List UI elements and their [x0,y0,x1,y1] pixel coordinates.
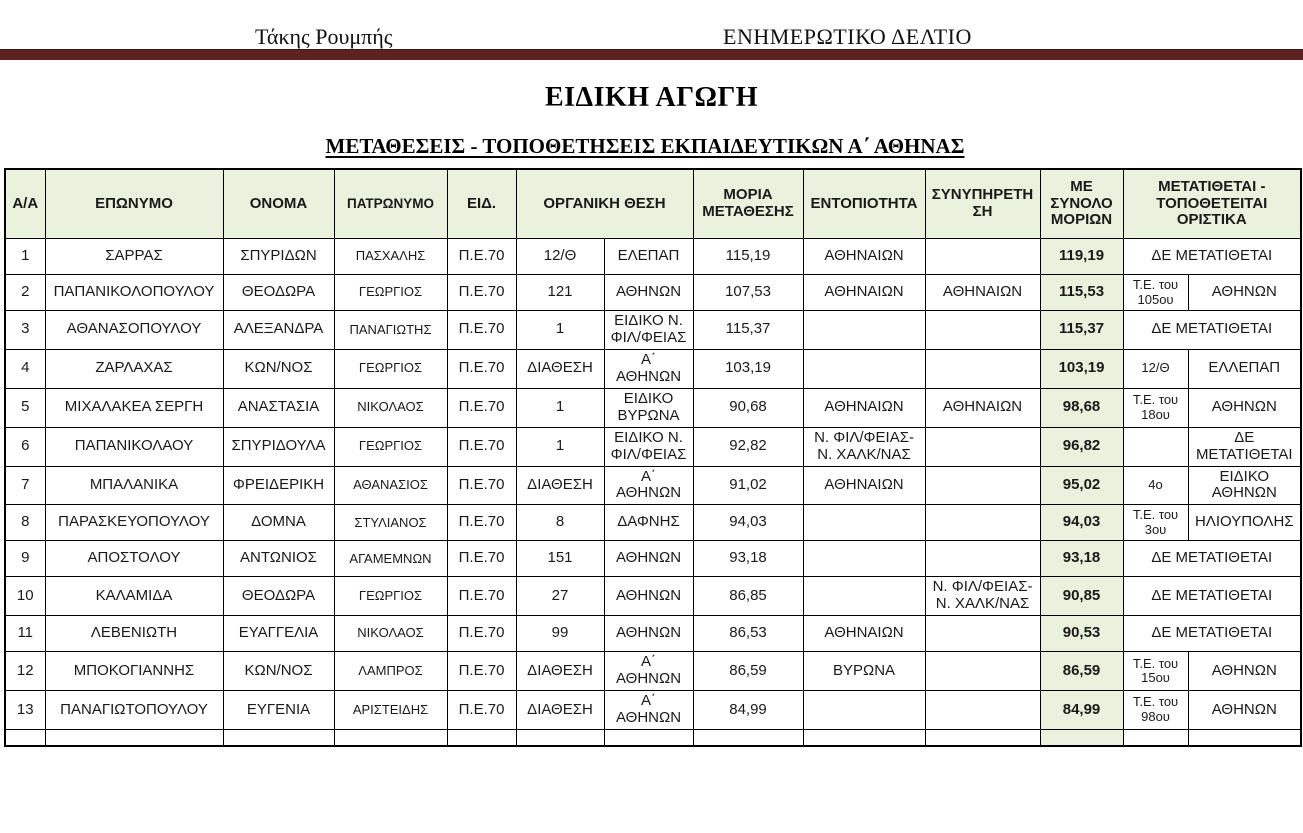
cell-points: 90,68 [693,388,803,427]
cell-coservice [925,616,1040,652]
table-row [5,311,1301,350]
cell-points: 86,85 [693,577,803,616]
cell-name: ΘΕΟΔΩΡΑ [223,275,334,311]
cell-points: 86,53 [693,616,803,652]
cell-locality [803,505,925,541]
accent-rule [0,49,1303,60]
cell-name: ΑΝΑΣΤΑΣΙΑ [223,388,334,427]
cell-dest_name: ΕΙΔΙΚΟ ΑΘΗΝΩΝ [1188,466,1301,505]
cell-name: ΘΕΟΔΩΡΑ [223,577,334,616]
cell-locality [803,541,925,577]
cell-spec: Π.Ε.70 [447,239,516,275]
cell-org_name: ΕΙΔΙΚΟ Ν. ΦΙΛ/ΦΕΙΑΣ [604,311,693,350]
cell-org_name: Α΄ ΑΘΗΝΩΝ [604,691,693,730]
cell-dest_num [1123,427,1188,466]
cell-total: 84,99 [1040,691,1123,730]
cell-locality: ΑΘΗΝΑΙΩΝ [803,388,925,427]
cell-spec: Π.Ε.70 [447,427,516,466]
cell-aa: 6 [5,427,45,466]
table-row [5,616,1301,652]
table-row [5,427,1301,466]
cell-points: 94,03 [693,505,803,541]
col-header-patronymic: ΠΑΤΡΩΝΥΜΟ [334,169,447,239]
cell-org_num: 151 [516,541,604,577]
cell-aa: 3 [5,311,45,350]
cell-locality [803,311,925,350]
cell-locality: ΑΘΗΝΑΙΩΝ [803,239,925,275]
table-row-partial [5,730,1301,746]
cell-coservice: Ν. ΦΙΛ/ΦΕΙΑΣ- Ν. ΧΑΛΚ/ΝΑΣ [925,577,1040,616]
cell-dest_name: ΕΛΛΕΠΑΠ [1188,349,1301,388]
cell-patronymic: ΠΑΣΧΑΛΗΣ [334,239,447,275]
cell-points: 92,82 [693,427,803,466]
cell-total: 98,68 [1040,388,1123,427]
cell-patronymic: ΑΡΙΣΤΕΙΔΗΣ [334,691,447,730]
bulletin-title: ΕΝΗΜΕΡΩΤΙΚΟ ΔΕΛΤΙΟ [723,24,972,49]
cell-points: 115,37 [693,311,803,350]
cell-org_name: ΑΘΗΝΩΝ [604,577,693,616]
cell-dest_num: 4ο [1123,466,1188,505]
cell-aa: 2 [5,275,45,311]
cell-surname: ΣΑΡΡΑΣ [45,239,223,275]
cell-patronymic [334,730,447,746]
cell-locality [803,691,925,730]
cell-locality: Ν. ΦΙΛ/ΦΕΙΑΣ- Ν. ΧΑΛΚ/ΝΑΣ [803,427,925,466]
cell-aa: 4 [5,349,45,388]
cell-name: ΑΛΕΞΑΝΔΡΑ [223,311,334,350]
cell-points: 115,19 [693,239,803,275]
cell-spec: Π.Ε.70 [447,577,516,616]
cell-destination: ΔΕ ΜΕΤΑΤΙΘΕΤΑΙ [1123,541,1301,577]
col-header-surname: ΕΠΩΝΥΜΟ [45,169,223,239]
page-subtitle-text: ΜΕΤΑΘΕΣΕΙΣ - ΤΟΠΟΘΕΤΗΣΕΙΣ ΕΚΠΑΙΔΕΥΤΙΚΩΝ Α΄ ΑΘΗΝΑΣ [325,134,965,158]
cell-surname: ΠΑΠΑΝΙΚΟΛΟΠΟΥΛΟΥ [45,275,223,311]
cell-dest_name: ΑΘΗΝΩΝ [1188,275,1301,311]
cell-spec: Π.Ε.70 [447,505,516,541]
cell-org_name: ΑΘΗΝΩΝ [604,616,693,652]
cell-locality: ΒΥΡΩΝΑ [803,652,925,691]
table-body [5,239,1301,746]
cell-locality: ΑΘΗΝΑΙΩΝ [803,275,925,311]
col-header-transfer-points: ΜΟΡΙΑ ΜΕΤΑΘΕΣΗΣ [693,169,803,239]
cell-total: 115,53 [1040,275,1123,311]
table-row [5,691,1301,730]
cell-surname: ΜΠΑΛΑΝΙΚΑ [45,466,223,505]
cell-org_name: ΕΛΕΠΑΠ [604,239,693,275]
col-header-coservice: ΣΥΝΥΠΗΡΕΤΗΣΗ [925,169,1040,239]
cell-org_num: ΔΙΑΘΕΣΗ [516,652,604,691]
cell-surname: ΚΑΛΑΜΙΔΑ [45,577,223,616]
cell-aa: 12 [5,652,45,691]
cell-coservice [925,652,1040,691]
cell-patronymic: ΑΓΑΜΕΜΝΩΝ [334,541,447,577]
cell-coservice [925,505,1040,541]
cell-spec: Π.Ε.70 [447,691,516,730]
cell-dest_num: Τ.Ε. του 15ου [1123,652,1188,691]
cell-org_num: 8 [516,505,604,541]
cell-patronymic: ΣΤΥΛΙΑΝΟΣ [334,505,447,541]
cell-coservice [925,730,1040,746]
cell-spec: Π.Ε.70 [447,541,516,577]
cell-total: 94,03 [1040,505,1123,541]
cell-name: ΚΩΝ/ΝΟΣ [223,349,334,388]
cell-destination: ΔΕ ΜΕΤΑΤΙΘΕΤΑΙ [1123,616,1301,652]
cell-coservice [925,466,1040,505]
cell-spec: Π.Ε.70 [447,466,516,505]
cell-patronymic: ΓΕΩΡΓΙΟΣ [334,349,447,388]
cell-points [693,730,803,746]
cell-points: 107,53 [693,275,803,311]
cell-total: 115,37 [1040,311,1123,350]
cell-points: 86,59 [693,652,803,691]
cell-total: 90,53 [1040,616,1123,652]
cell-dest_num: Τ.Ε. του 18ου [1123,388,1188,427]
cell-patronymic: ΑΘΑΝΑΣΙΟΣ [334,466,447,505]
cell-patronymic: ΓΕΩΡΓΙΟΣ [334,577,447,616]
cell-spec: Π.Ε.70 [447,388,516,427]
cell-locality: ΑΘΗΝΑΙΩΝ [803,616,925,652]
cell-total: 96,82 [1040,427,1123,466]
cell-org_name: ΕΙΔΙΚΟ ΒΥΡΩΝΑ [604,388,693,427]
cell-dest_name: ΑΘΗΝΩΝ [1188,388,1301,427]
transfers-table [4,168,1302,747]
cell-surname: ΜΙΧΑΛΑΚΕΑ ΣΕΡΓΗ [45,388,223,427]
cell-org_num: ΔΙΑΘΕΣΗ [516,349,604,388]
cell-aa: 9 [5,541,45,577]
cell-coservice: ΑΘΗΝΑΙΩΝ [925,388,1040,427]
cell-name: ΣΠΥΡΙΔΟΥΛΑ [223,427,334,466]
cell-aa: 8 [5,505,45,541]
page-subtitle [0,134,1290,159]
cell-surname: ΠΑΝΑΓΙΩΤΟΠΟΥΛΟΥ [45,691,223,730]
table-row [5,577,1301,616]
cell-org_num: 99 [516,616,604,652]
cell-org_name: Α΄ ΑΘΗΝΩΝ [604,652,693,691]
col-header-aa: Α/Α [5,169,45,239]
cell-points: 91,02 [693,466,803,505]
cell-patronymic: ΝΙΚΟΛΑΟΣ [334,616,447,652]
table-row [5,505,1301,541]
document-header [0,0,1303,60]
cell-dest_num: 12/Θ [1123,349,1188,388]
table-row [5,275,1301,311]
cell-name: ΕΥΑΓΓΕΛΙΑ [223,616,334,652]
cell-org_num: ΔΙΑΘΕΣΗ [516,691,604,730]
cell-org_name [604,730,693,746]
cell-surname: ΑΘΑΝΑΣΟΠΟΥΛΟΥ [45,311,223,350]
cell-surname: ΖΑΡΛΑΧΑΣ [45,349,223,388]
cell-org_name: Α΄ ΑΘΗΝΩΝ [604,466,693,505]
cell-points: 103,19 [693,349,803,388]
cell-total: 90,85 [1040,577,1123,616]
cell-org_num: 12/Θ [516,239,604,275]
cell-org_name: ΑΘΗΝΩΝ [604,275,693,311]
cell-aa: 10 [5,577,45,616]
cell-dest_name: ΔΕ ΜΕΤΑΤΙΘΕΤΑΙ [1188,427,1301,466]
cell-spec: Π.Ε.70 [447,616,516,652]
cell-spec: Π.Ε.70 [447,349,516,388]
cell-coservice: ΑΘΗΝΑΙΩΝ [925,275,1040,311]
cell-surname: ΜΠΟΚΟΓΙΑΝΝΗΣ [45,652,223,691]
cell-dest_num [1123,730,1188,746]
cell-dest_name: ΑΘΗΝΩΝ [1188,691,1301,730]
cell-locality [803,577,925,616]
cell-org_name: Α΄ ΑΘΗΝΩΝ [604,349,693,388]
cell-aa: 7 [5,466,45,505]
col-header-locality: ΕΝΤΟΠΙΟΤΗΤΑ [803,169,925,239]
cell-patronymic: ΛΑΜΠΡΟΣ [334,652,447,691]
cell-name [223,730,334,746]
cell-coservice [925,311,1040,350]
cell-coservice [925,691,1040,730]
cell-coservice [925,239,1040,275]
cell-aa: 1 [5,239,45,275]
cell-aa [5,730,45,746]
table-row [5,652,1301,691]
cell-total: 93,18 [1040,541,1123,577]
col-header-organic-position: ΟΡΓΑΝΙΚΗ ΘΕΣΗ [516,169,693,239]
cell-org_num: ΔΙΑΘΕΣΗ [516,466,604,505]
cell-spec: Π.Ε.70 [447,652,516,691]
cell-coservice [925,427,1040,466]
cell-surname [45,730,223,746]
cell-patronymic: ΝΙΚΟΛΑΟΣ [334,388,447,427]
cell-dest_num: Τ.Ε. του 98ου [1123,691,1188,730]
cell-dest_num: Τ.Ε. του 3ου [1123,505,1188,541]
col-header-total-points: ΜΕ ΣΥΝΟΛΟ ΜΟΡΙΩΝ [1040,169,1123,239]
cell-coservice [925,349,1040,388]
cell-name: ΚΩΝ/ΝΟΣ [223,652,334,691]
cell-points: 93,18 [693,541,803,577]
cell-dest_name [1188,730,1301,746]
table-row [5,239,1301,275]
cell-aa: 13 [5,691,45,730]
cell-spec: Π.Ε.70 [447,311,516,350]
table-header [5,169,1301,239]
cell-surname: ΛΕΒΕΝΙΩΤΗ [45,616,223,652]
cell-destination: ΔΕ ΜΕΤΑΤΙΘΕΤΑΙ [1123,311,1301,350]
cell-surname: ΠΑΠΑΝΙΚΟΛΑΟΥ [45,427,223,466]
cell-locality: ΑΘΗΝΑΙΩΝ [803,466,925,505]
cell-org_name: ΔΑΦΝΗΣ [604,505,693,541]
cell-dest_num: Τ.Ε. του 105ου [1123,275,1188,311]
cell-org_num: 1 [516,311,604,350]
author-name: Τάκης Ρουμπής [255,24,393,49]
cell-name: ΕΥΓΕΝΙΑ [223,691,334,730]
cell-name: ΔΟΜΝΑ [223,505,334,541]
cell-org_name: ΑΘΗΝΩΝ [604,541,693,577]
table-header-row [5,169,1301,239]
table-row [5,388,1301,427]
col-header-destination: ΜΕΤΑΤΙΘΕΤΑΙ - ΤΟΠΟΘΕΤΕΙΤΑΙ ΟΡΙΣΤΙΚΑ [1123,169,1301,239]
cell-destination: ΔΕ ΜΕΤΑΤΙΘΕΤΑΙ [1123,577,1301,616]
cell-total [1040,730,1123,746]
cell-spec [447,730,516,746]
cell-points: 84,99 [693,691,803,730]
cell-total: 95,02 [1040,466,1123,505]
cell-org_num: 121 [516,275,604,311]
page-title: ΕΙΔΙΚΗ ΑΓΩΓΗ [544,82,759,113]
cell-patronymic: ΓΕΩΡΓΙΟΣ [334,275,447,311]
cell-org_num [516,730,604,746]
cell-dest_name: ΗΛΙΟΥΠΟΛΗΣ [1188,505,1301,541]
cell-name: ΑΝΤΩΝΙΟΣ [223,541,334,577]
table-row [5,466,1301,505]
cell-locality [803,349,925,388]
cell-org_name: ΕΙΔΙΚΟ Ν. ΦΙΛ/ΦΕΙΑΣ [604,427,693,466]
cell-destination: ΔΕ ΜΕΤΑΤΙΘΕΤΑΙ [1123,239,1301,275]
col-header-name: ΟΝΟΜΑ [223,169,334,239]
cell-name: ΣΠΥΡΙΔΩΝ [223,239,334,275]
table-row [5,541,1301,577]
cell-patronymic: ΓΕΩΡΓΙΟΣ [334,427,447,466]
cell-surname: ΑΠΟΣΤΟΛΟΥ [45,541,223,577]
cell-org_num: 1 [516,427,604,466]
col-header-spec: ΕΙΔ. [447,169,516,239]
cell-dest_name: ΑΘΗΝΩΝ [1188,652,1301,691]
cell-name: ΦΡΕΙΔΕΡΙΚΗ [223,466,334,505]
cell-locality [803,730,925,746]
cell-total: 86,59 [1040,652,1123,691]
cell-surname: ΠΑΡΑΣΚΕΥΟΠΟΥΛΟΥ [45,505,223,541]
cell-total: 119,19 [1040,239,1123,275]
cell-org_num: 1 [516,388,604,427]
cell-patronymic: ΠΑΝΑΓΙΩΤΗΣ [334,311,447,350]
cell-coservice [925,541,1040,577]
cell-aa: 5 [5,388,45,427]
cell-org_num: 27 [516,577,604,616]
cell-spec: Π.Ε.70 [447,275,516,311]
cell-total: 103,19 [1040,349,1123,388]
cell-aa: 11 [5,616,45,652]
table-row [5,349,1301,388]
